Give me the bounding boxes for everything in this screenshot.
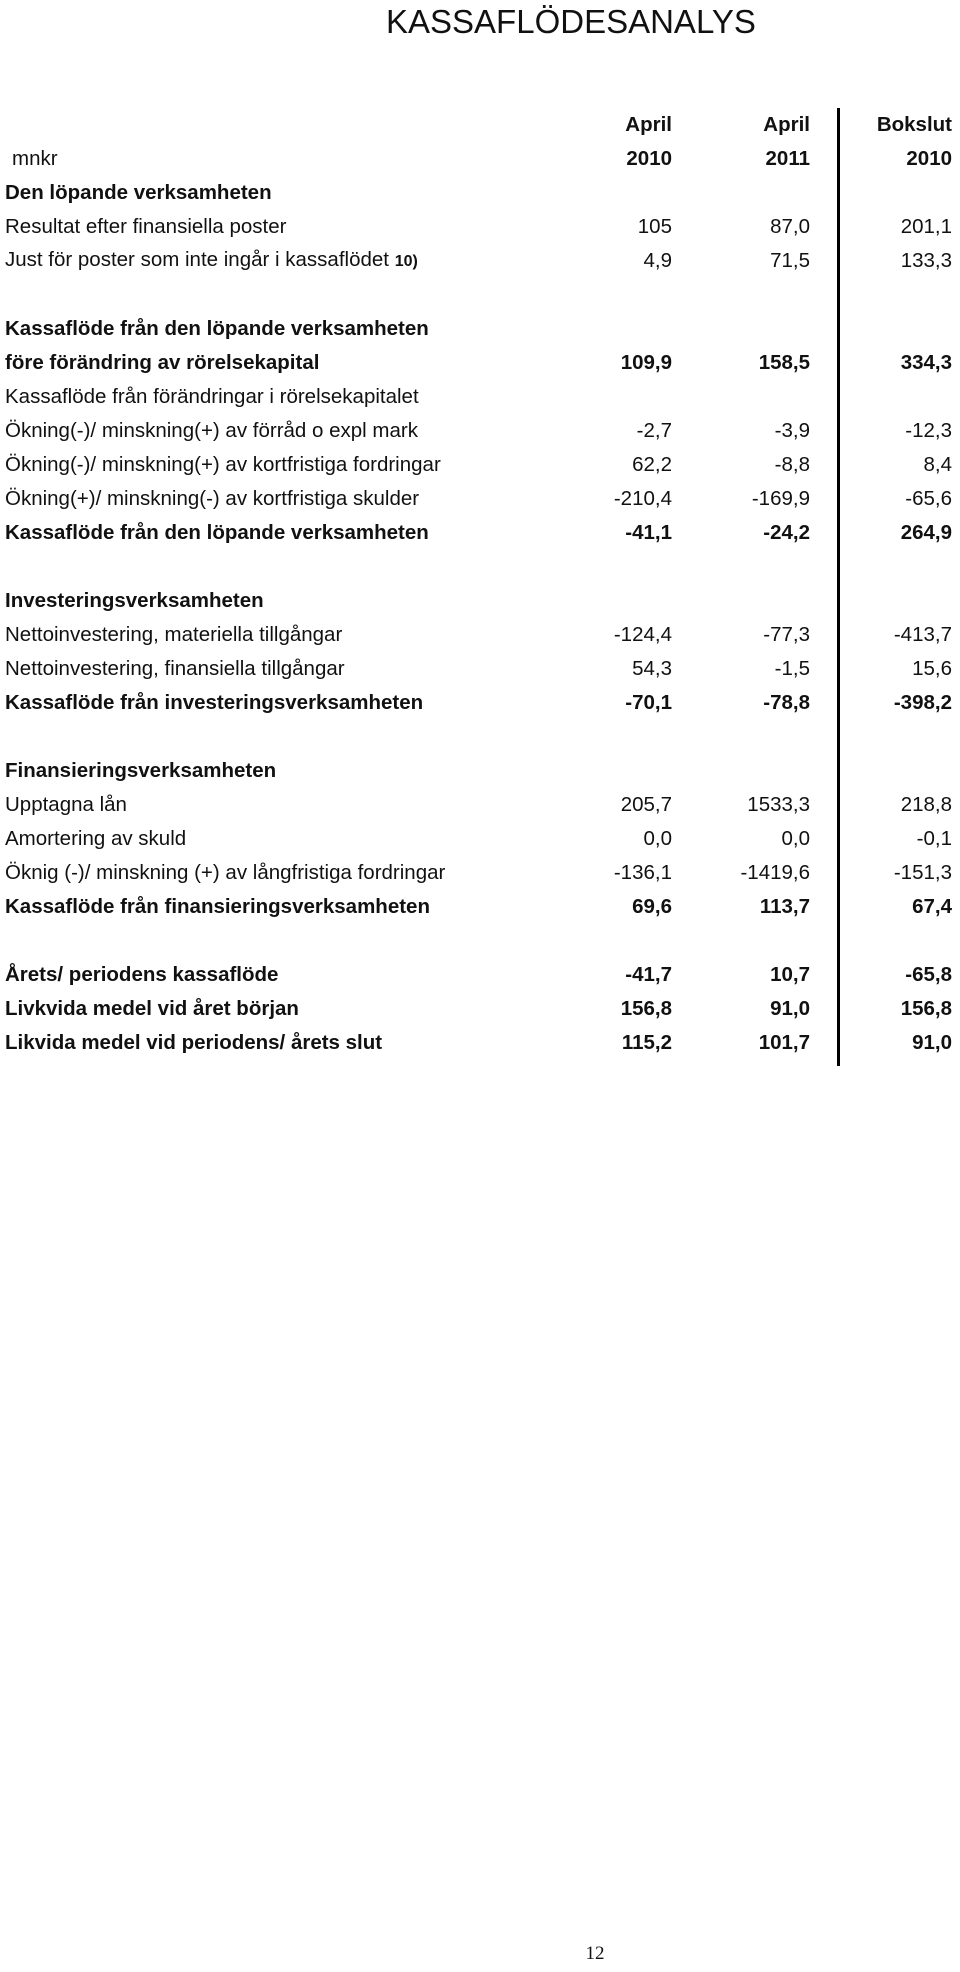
cell-col3: -65,8 [905, 963, 952, 986]
section-heading [0, 176, 960, 210]
row-label: Kassaflöde från investeringsverksamheten [5, 691, 424, 714]
row-label: Kassaflöde från finansieringsverksamheten [5, 895, 430, 918]
subtotal-row [0, 516, 960, 550]
cell-col2: -1419,6 [740, 861, 810, 884]
table-row [0, 448, 960, 482]
table-row [0, 312, 960, 346]
section-heading [0, 754, 960, 788]
row-label: Likvida medel vid periodens/ årets slut [5, 1031, 383, 1054]
row-label: Ökning(-)/ minskning(+) av kortfristiga fordringar [5, 453, 441, 476]
table-row [0, 856, 960, 890]
cell-col1: 69,6 [632, 895, 672, 918]
cell-col1: -136,1 [613, 861, 672, 884]
table-row [0, 618, 960, 652]
cash-flow-table [0, 108, 960, 1060]
section-heading [0, 584, 960, 618]
row-label: Årets/ periodens kassaflöde [5, 963, 279, 986]
row-label: Livkvida medel vid året början [5, 997, 299, 1020]
table-row [0, 822, 960, 856]
header-row-year [0, 142, 960, 176]
page-title: KASSAFLÖDESANALYS [386, 3, 756, 40]
cell-col2: -77,3 [763, 623, 810, 646]
table-row [0, 346, 960, 380]
row-label: Kassaflöde från den löpande verksamheten [5, 521, 429, 544]
header-col1-period: April [625, 113, 672, 136]
cell-col1: -210,4 [613, 487, 672, 510]
cell-col3: -413,7 [893, 623, 952, 646]
row-label: Nettoinvestering, finansiella tillgångar [5, 657, 345, 680]
cell-col1: -124,4 [613, 623, 672, 646]
table-row [0, 244, 960, 278]
cell-col3: 218,8 [900, 793, 952, 816]
cell-col1: -41,1 [625, 521, 672, 544]
cell-col3: 67,4 [912, 895, 952, 918]
cell-col2: 158,5 [758, 351, 810, 374]
cell-col2: 101,7 [758, 1031, 810, 1054]
cell-col2: 87,0 [770, 215, 810, 238]
cell-col1: 156,8 [620, 997, 672, 1020]
subtotal-row [0, 890, 960, 924]
cell-col2: -78,8 [763, 691, 810, 714]
row-label: Öknig (-)/ minskning (+) av långfristiga fordringar [5, 861, 446, 884]
header-row-period [0, 108, 960, 142]
header-col2-year: 2011 [765, 147, 810, 170]
row-label: före förändring av rörelsekapital [5, 351, 320, 374]
table-row [0, 414, 960, 448]
cell-col1: 54,3 [632, 657, 672, 680]
row-label-text: Just för poster som inte ingår i kassaflödet [5, 248, 389, 271]
cell-col1: 0,0 [643, 827, 672, 850]
cell-col2: 71,5 [770, 249, 810, 272]
row-label: Nettoinvestering, materiella tillgångar [5, 623, 343, 646]
cell-col1: 62,2 [632, 453, 672, 476]
cell-col1: -70,1 [625, 691, 672, 714]
section-heading-label: Den löpande verksamheten [5, 181, 272, 204]
row-label: Resultat efter finansiella poster [5, 215, 287, 238]
cell-col3: 8,4 [923, 453, 952, 476]
cell-col2: 0,0 [781, 827, 810, 850]
table-row [0, 210, 960, 244]
table-row [0, 788, 960, 822]
cell-col3: -151,3 [893, 861, 952, 884]
cell-col2: 113,7 [759, 895, 810, 918]
total-row [0, 992, 960, 1026]
row-label [5, 248, 418, 274]
cell-col3: 156,8 [900, 997, 952, 1020]
cell-col2: -169,9 [751, 487, 810, 510]
unit-label: mnkr [12, 147, 58, 170]
row-label: Upptagna lån [5, 793, 127, 816]
cell-col2: -24,2 [763, 521, 810, 544]
row-label: Ökning(-)/ minskning(+) av förråd o expl mark [5, 419, 418, 442]
cell-col3: -12,3 [905, 419, 952, 442]
cell-col2: -1,5 [774, 657, 810, 680]
total-row [0, 1026, 960, 1060]
cell-col2: -8,8 [774, 453, 810, 476]
cell-col2: -3,9 [774, 419, 810, 442]
spacer [0, 278, 960, 312]
cell-col1: 105 [637, 215, 672, 238]
header-col3-period: Bokslut [876, 113, 952, 136]
section-heading-label: Finansieringsverksamheten [5, 759, 277, 782]
header-col2-period: April [763, 113, 810, 136]
page-number: 12 [585, 1943, 605, 1964]
cell-col3: 15,6 [912, 657, 952, 680]
cell-col3: -0,1 [916, 827, 952, 850]
cell-col2: 10,7 [770, 963, 810, 986]
spacer [0, 550, 960, 584]
cell-col1: 115,2 [621, 1031, 672, 1054]
section-heading-label: Investeringsverksamheten [5, 589, 264, 612]
table-row [0, 380, 960, 414]
cell-col2: 1533,3 [747, 793, 810, 816]
header-col3-year: 2010 [906, 147, 952, 170]
row-label: Ökning(+)/ minskning(-) av kortfristiga skulder [5, 487, 420, 510]
cell-col3: 91,0 [912, 1031, 952, 1054]
note-reference: 10) [394, 253, 418, 270]
cell-col1: -41,7 [625, 963, 672, 986]
cell-col3: 201,1 [900, 215, 952, 238]
cell-col1: 205,7 [620, 793, 672, 816]
subtotal-row [0, 686, 960, 720]
header-col1-year: 2010 [626, 147, 672, 170]
cell-col3: 334,3 [900, 351, 952, 374]
spacer [0, 924, 960, 958]
cell-col3: -398,2 [893, 691, 952, 714]
cell-col1: 109,9 [620, 351, 672, 374]
cell-col3: 133,3 [900, 249, 952, 272]
table-row [0, 652, 960, 686]
spacer [0, 720, 960, 754]
table-row [0, 482, 960, 516]
row-label: Kassaflöde från förändringar i rörelsekapitalet [5, 385, 419, 408]
cell-col1: 4,9 [643, 249, 672, 272]
cell-col3: 264,9 [900, 521, 952, 544]
row-label: Kassaflöde från den löpande verksamheten [5, 317, 429, 340]
cell-col1: -2,7 [636, 419, 672, 442]
cell-col2: 91,0 [770, 997, 810, 1020]
total-row [0, 958, 960, 992]
row-label: Amortering av skuld [5, 827, 187, 850]
cell-col3: -65,6 [905, 487, 952, 510]
